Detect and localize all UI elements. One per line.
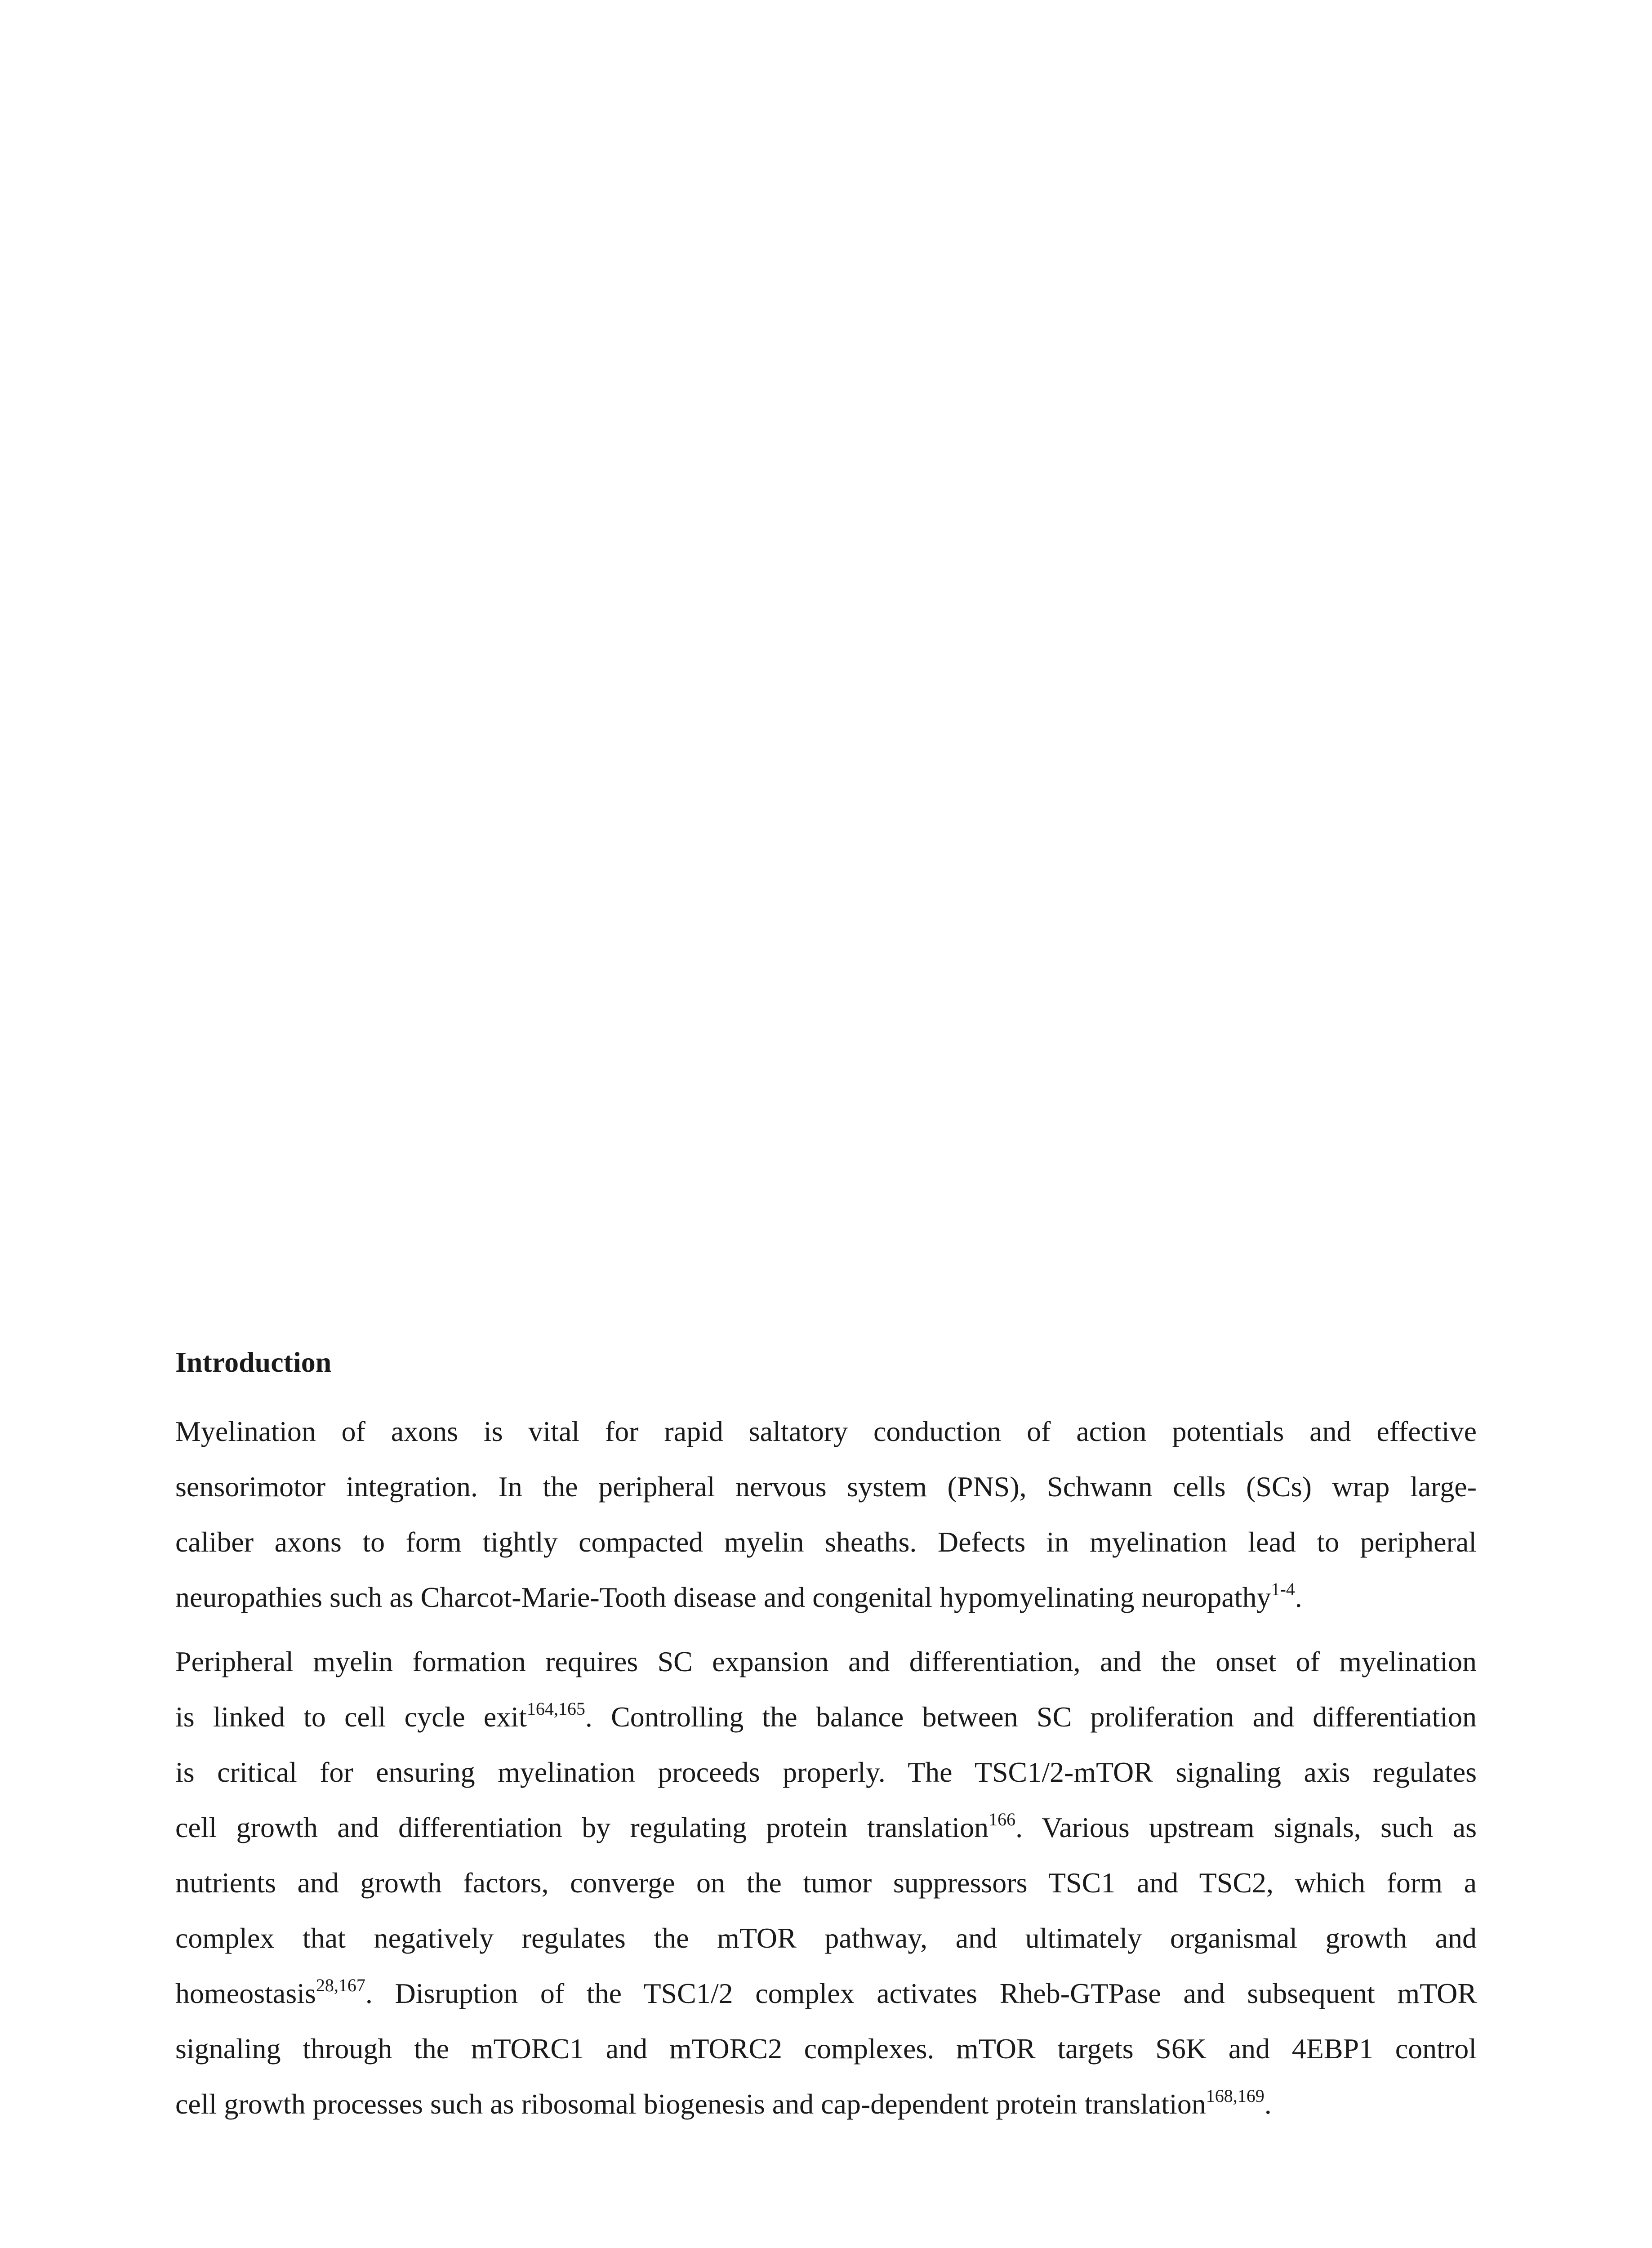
paragraph-2-line-5: nutrients and growth factors, converge on the tumor suppressors TSC1 and TSC2, which form a [175,1867,1477,1899]
citation-ref: 164,165 [526,1699,585,1719]
paragraph-2-line-9 [175,2076,1477,2132]
paragraph-1-line-4 [175,1570,1477,1625]
paragraph-1-line-4-end: . [1295,1581,1302,1613]
paragraph-2-line-3: is critical for ensuring myelination proceeds properly. The TSC1/2-mTOR signaling axis regulates [175,1756,1477,1788]
paragraph-1-line-4-text: neuropathies such as Charcot-Marie-Tooth disease and congenital hypomyelinating neuropathy [175,1581,1271,1613]
paragraph-1-line-3: caliber axons to form tightly compacted myelin sheaths. Defects in myelination lead to peripheral [175,1526,1477,1558]
paragraph-2-line-1: Peripheral myelin formation requires SC expansion and differentiation, and the onset of myelination [175,1646,1477,1677]
paragraph-1-line-2: sensorimotor integration. In the peripheral nervous system (PNS), Schwann cells (SCs) wrap large- [175,1471,1477,1503]
paragraph-2 [175,1634,1477,2132]
citation-ref: 1-4 [1271,1579,1295,1599]
paragraph-2-line-2-end: . Controlling the balance between SC proliferation and differentiation [585,1701,1477,1733]
citation-ref: 28,167 [316,1975,365,1995]
paragraph-2-line-7-text: homeostasis [175,1977,316,2009]
paragraph-2-line-4 [175,1800,1477,1855]
paragraph-2-line-6: complex that negatively regulates the mTOR pathway, and ultimately organismal growth and [175,1922,1477,1954]
paragraph-2-line-4-end: . Various upstream signals, such as [1015,1811,1477,1843]
citation-ref: 168,169 [1206,2086,1265,2106]
paragraph-2-line-7-end: . Disruption of the TSC1/2 complex activates Rheb-GTPase and subsequent mTOR [365,1977,1477,2009]
paragraph-2-line-9-end: . [1264,2088,1272,2120]
paragraph-2-line-2-text: is linked to cell cycle exit [175,1701,527,1733]
paragraph-2-line-2 [175,1689,1477,1744]
paragraph-2-line-7 [175,1966,1477,2021]
paragraph-1 [175,1404,1477,1625]
paragraph-2-line-8: signaling through the mTORC1 and mTORC2 complexes. mTOR targets S6K and 4EBP1 control [175,2033,1477,2065]
paragraph-2-line-9-text: cell growth processes such as ribosomal biogenesis and cap-dependent protein translation [175,2088,1206,2120]
paragraph-2-line-4-text: cell growth and differentiation by regulating protein translation [175,1811,989,1843]
section-heading: Introduction [175,1346,332,1378]
citation-ref: 166 [989,1809,1016,1829]
paragraph-1-line-1: Myelination of axons is vital for rapid saltatory conduction of action potentials and effective [175,1415,1477,1447]
page-content [175,1344,1477,2132]
